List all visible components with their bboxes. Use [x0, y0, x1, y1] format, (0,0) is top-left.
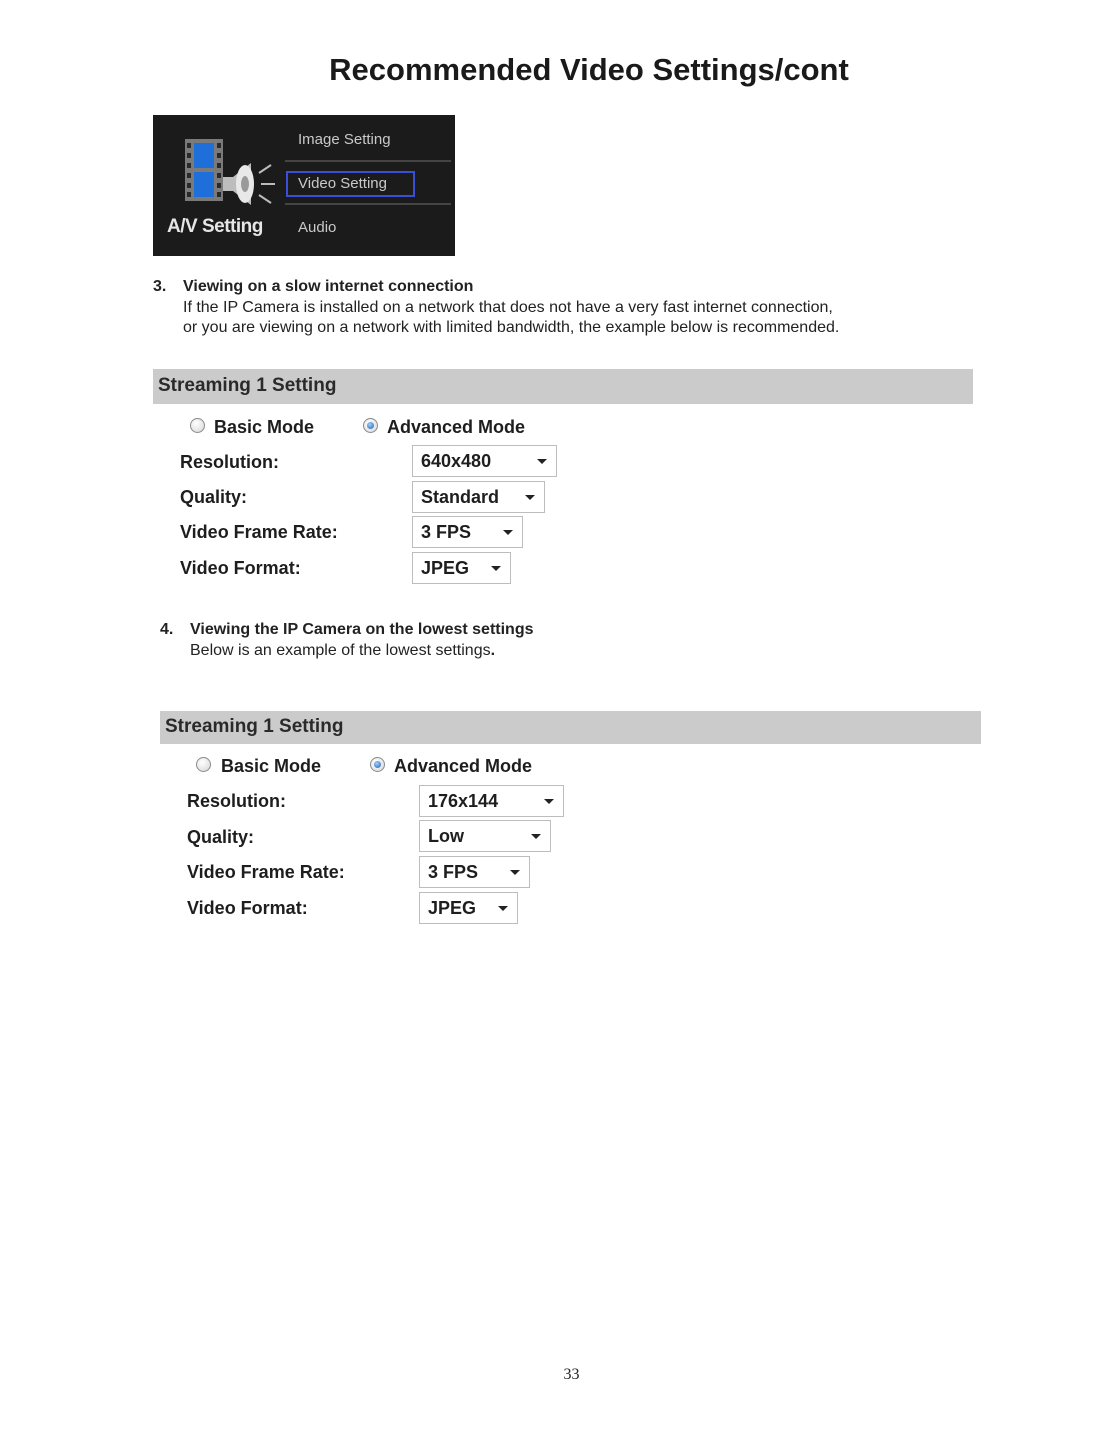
speaker-icon [219, 159, 281, 209]
step-3-heading: Viewing on a slow internet connection [183, 278, 474, 295]
quality-select[interactable] [419, 820, 551, 852]
av-setting-menu [153, 115, 455, 256]
frame-rate-select[interactable] [419, 856, 530, 888]
quality-label: Quality: [187, 827, 255, 847]
av-setting-label: A/V Setting [167, 216, 263, 237]
video-format-label: Video Format: [180, 558, 301, 578]
video-format-select[interactable] [419, 892, 518, 924]
frame-rate-value: 3 FPS [421, 522, 472, 542]
page-number: 33 [563, 1366, 580, 1383]
frame-rate-value: 3 FPS [428, 862, 479, 882]
dropdown-arrow-icon [503, 530, 513, 535]
frame-rate-label: Video Frame Rate: [187, 862, 345, 882]
menu-item-video-setting[interactable]: Video Setting [298, 175, 387, 192]
menu-divider [285, 203, 451, 205]
dropdown-arrow-icon [544, 799, 554, 804]
basic-mode-radio[interactable] [196, 757, 211, 772]
quality-select[interactable] [412, 481, 545, 513]
dropdown-arrow-icon [531, 834, 541, 839]
step-3-text-line2: or you are viewing on a network with limited bandwidth, the example below is recommended. [183, 319, 840, 336]
step-4-text-line1: Below is an example of the lowest settings. [190, 642, 496, 659]
basic-mode-label: Basic Mode [214, 417, 315, 437]
quality-label: Quality: [180, 487, 248, 507]
advanced-mode-radio[interactable] [370, 757, 385, 772]
basic-mode-radio[interactable] [190, 418, 205, 433]
film-strip-icon [185, 139, 223, 201]
dropdown-arrow-icon [491, 566, 501, 571]
step-3-number: 3. [153, 278, 167, 295]
resolution-label: Resolution: [180, 452, 279, 472]
page-title: Recommended Video Settings/cont [329, 52, 849, 87]
basic-mode-label: Basic Mode [221, 756, 322, 776]
advanced-mode-label: Advanced Mode [394, 756, 533, 776]
advanced-mode-label: Advanced Mode [387, 417, 526, 437]
resolution-label: Resolution: [187, 791, 286, 811]
dropdown-arrow-icon [525, 495, 535, 500]
dropdown-arrow-icon [510, 870, 520, 875]
quality-value: Standard [421, 487, 500, 507]
frame-rate-select[interactable] [412, 516, 523, 548]
menu-divider [285, 160, 451, 162]
step-4-heading: Viewing the IP Camera on the lowest settings [190, 621, 534, 638]
menu-item-image-setting[interactable]: Image Setting [298, 131, 391, 148]
resolution-select[interactable] [412, 445, 557, 477]
resolution-value: 640x480 [421, 451, 492, 471]
frame-rate-label: Video Frame Rate: [180, 522, 338, 542]
streaming-settings-header: Streaming 1 Setting [153, 369, 973, 404]
streaming-settings-header: Streaming 1 Setting [160, 711, 981, 744]
step-4-number: 4. [160, 621, 174, 638]
quality-value: Low [428, 826, 464, 846]
menu-item-audio[interactable]: Audio [298, 219, 337, 236]
video-format-value: JPEG [428, 898, 477, 918]
video-format-value: JPEG [421, 558, 470, 578]
dropdown-arrow-icon [537, 459, 547, 464]
resolution-value: 176x144 [428, 791, 499, 811]
dropdown-arrow-icon [498, 906, 508, 911]
resolution-select[interactable] [419, 785, 564, 817]
step-3-text-line1: If the IP Camera is installed on a network that does not have a very fast internet connection, [183, 299, 833, 316]
video-format-label: Video Format: [187, 898, 308, 918]
advanced-mode-radio[interactable] [363, 418, 378, 433]
video-format-select[interactable] [412, 552, 511, 584]
